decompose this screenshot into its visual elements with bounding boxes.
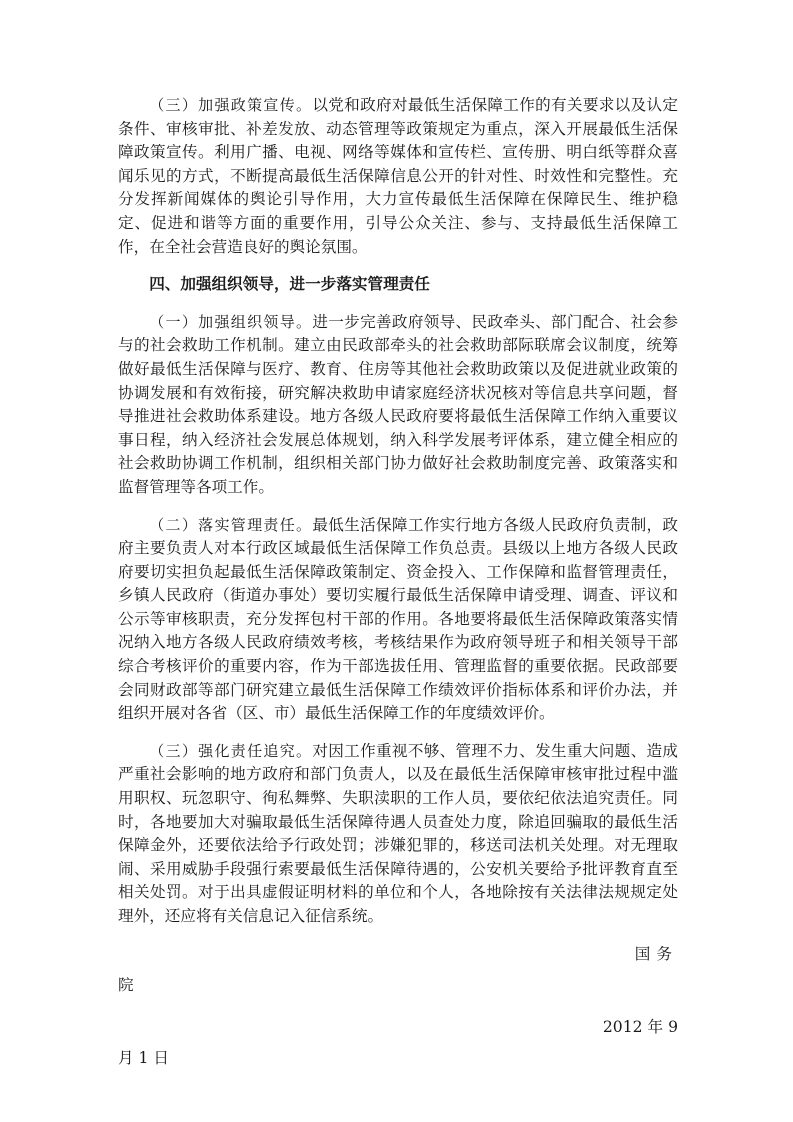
paragraph-body: 进一步完善政府领导、民政牵头、部门配合、社会参与的社会救助工作机制。建立由民政部牵头的社会救助部际联席会议制度，统筹做好最低生活保障与医疗、教育、住房等其他社会救助政策以及促进就业政策的协调发展和有效衔接，研究解决救助申请家庭经济状况核对等信息共享问题，督导推进社会救助体系建设。地方各级人民政府要将最低生活保障工作纳入重要议事日程，纳入经济社会发展总体规划，纳入科学发展考评体系，建立健全相应的社会救助协调工作机制，组织相关部门协力做好社会救助制度完善、政策落实和监督管理等各项工作。: [118, 312, 678, 496]
paragraph-organization-leadership: [118, 311, 678, 500]
paragraph-policy-publicity: [118, 94, 678, 259]
paragraph-management-responsibility: [118, 514, 678, 726]
paragraph-body: 最低生活保障工作实行地方各级人民政府负责制，政府主要负责人对本行政区域最低生活保障工作负总责。县级以上地方各级人民政府要切实担负起最低生活保障政策制定、资金投入、工作保障和监督管理责任，乡镇人民政府（街道办事处）要切实履行最低生活保障申请受理、调查、评议和公示等审核职责，充分发挥包村干部的作用。各地要将最低生活保障政策落实情况纳入地方各级人民政府绩效考核，考核结果作为政府领导班子和相关领导干部综合考核评价的重要内容，作为干部选拔任用、管理监督的重要依据。民政部要会同财政部等部门研究建立最低生活保障工作绩效评价指标体系和评价办法，并组织开展对各省（区、市）最低生活保障工作的年度绩效评价。: [118, 515, 678, 723]
paragraph-lead: （三）加强政策宣传。: [149, 96, 313, 114]
signature-block: [118, 943, 678, 1071]
paragraph-accountability: [118, 740, 678, 929]
issuer-name-line2: 院: [118, 976, 134, 995]
section-heading: 四、加强组织领导，进一步落实管理责任: [149, 275, 430, 294]
issue-date-line1: 2012 年 9: [602, 1017, 678, 1036]
paragraph-lead: （二）落实管理责任。: [149, 515, 313, 534]
paragraph-body: 以党和政府对最低生活保障工作的有关要求以及认定条件、审核审批、补差发放、动态管理等政策规定为重点，深入开展最低生活保障政策宣传。利用广播、电视、网络等媒体和宣传栏、宣传册、明白纸等群众喜闻乐见的方式，不断提高最低生活保障信息公开的针对性、时效性和完整性。充分发挥新闻媒体的舆论引导作用，大力宣传最低生活保障在保障民生、维护稳定、促进和谐等方面的重要作用，引导公众关注、参与、支持最低生活保障工作，在全社会营造良好的舆论氛围。: [118, 96, 678, 256]
issue-date-line2: 月 1 日: [118, 1049, 170, 1068]
paragraph-lead: （一）加强组织领导。: [149, 312, 313, 331]
issuer-name-line1: 国务: [634, 944, 678, 963]
document-page: [118, 94, 678, 1071]
paragraph-lead: （三）强化责任追究。: [149, 741, 313, 760]
paragraph-body: 对因工作重视不够、管理不力、发生重大问题、造成严重社会影响的地方政府和部门负责人，以及在最低生活保障审核审批过程中滥用职权、玩忽职守、徇私舞弊、失职渎职的工作人员，要依纪依法追究责任。同时，各地要加大对骗取最低生活保障待遇人员查处力度，除追回骗取的最低生活保障金外，还要依法给予行政处罚；涉嫌犯罪的，移送司法机关处理。对无理取闹、采用威胁手段强行索要最低生活保障待遇的，公安机关要给予批评教育直至相关处罚。对于出具虚假证明材料的单位和个人，各地除按有关法律法规规定处理外，还应将有关信息记入征信系统。: [118, 741, 678, 925]
